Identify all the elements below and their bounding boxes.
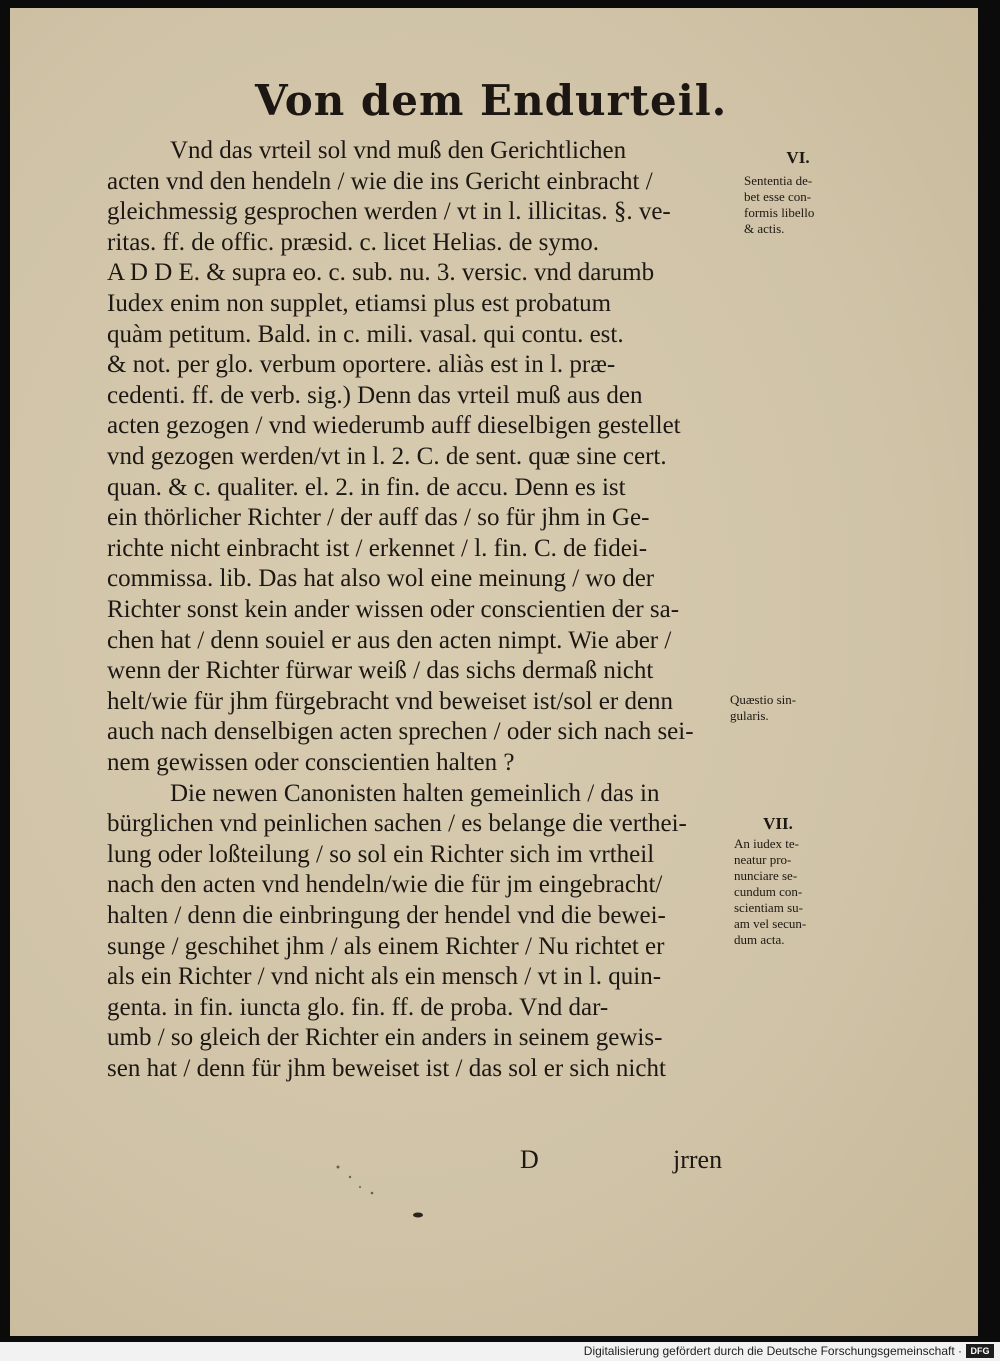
text-line: A D D E. & supra eo. c. sub. nu. 3. versic. vnd darumb xyxy=(107,259,655,286)
text-line: helt/wie für jhm fürgebracht vnd beweiset ist/sol er denn xyxy=(107,688,674,715)
footer-credit: Digitalisierung gefördert durch die Deutsche Forschungsgemeinschaft · xyxy=(583,1344,962,1358)
text-line: acten vnd den hendeln / wie die ins Gericht einbracht / xyxy=(107,168,653,195)
text-line: als ein Richter / vnd nicht als ein mensch / vt in l. quin- xyxy=(107,963,662,990)
marginal-note-line: & actis. xyxy=(744,221,785,236)
text-line: halten / denn die einbringung der hendel vnd die bewei- xyxy=(107,902,666,929)
margin-numeral-vii: VII. xyxy=(763,814,793,833)
dfg-logo: DFG xyxy=(966,1344,994,1358)
marginal-note-line: An iudex te- xyxy=(734,836,799,851)
paper-specks-decoration xyxy=(330,1163,440,1223)
marginal-note-line: gularis. xyxy=(730,708,769,723)
marginal-note-line: dum acta. xyxy=(734,932,785,947)
marginal-note-line: bet esse con- xyxy=(744,189,812,204)
text-line: Iudex enim non supplet, etiamsi plus est probatum xyxy=(107,290,612,317)
marginal-note-line: cundum con- xyxy=(734,884,803,899)
text-line: quan. & c. qualiter. el. 2. in fin. de accu. Denn es ist xyxy=(107,474,626,501)
text-line: cedenti. ff. de verb. sig.) Denn das vrteil muß aus den xyxy=(107,382,643,409)
margin-numeral-vi: VI. xyxy=(786,148,810,167)
text-line: & not. per glo. verbum oportere. aliàs est in l. præ- xyxy=(107,351,616,378)
text-line: nem gewissen oder conscientien halten ? xyxy=(107,749,515,776)
text-line: nach den acten vnd hendeln/wie die für jm eingebracht/ xyxy=(107,871,663,898)
text-line: richte nicht einbracht ist / erkennet / l. fin. C. de fidei- xyxy=(107,535,648,562)
text-line: sunge / geschihet jhm / als einem Richter / Nu richtet er xyxy=(107,933,665,960)
text-line: lung oder loßteilung / so sol ein Richter sich im vrtheil xyxy=(107,841,655,868)
text-line: Die newen Canonisten halten gemeinlich / das in xyxy=(170,780,660,807)
text-line: genta. in fin. iuncta glo. fin. ff. de proba. Vnd dar- xyxy=(107,994,609,1021)
marginal-note-line: formis libello xyxy=(744,205,815,220)
marginal-note-line: am vel secun- xyxy=(734,916,807,931)
text-line: acten gezogen / vnd wiederumb auff dieselbigen gestellet xyxy=(107,412,681,439)
text-line: ein thörlicher Richter / der auff das / so für jhm in Ge- xyxy=(107,504,650,531)
text-line: sen hat / denn für jhm beweiset ist / das sol er sich nicht xyxy=(107,1055,666,1082)
text-line: vnd gezogen werden/vt in l. 2. C. de sent. quæ sine cert. xyxy=(107,443,667,470)
text-line: commissa. lib. Das hat also wol eine meinung / wo der xyxy=(107,565,655,592)
marginal-note-line: Sententia de- xyxy=(744,173,813,188)
marginal-note-line: neatur pro- xyxy=(734,852,792,867)
text-line: wenn der Richter fürwar weiß / das sichs dermaß nicht xyxy=(107,657,654,684)
text-line: ritas. ff. de offic. præsid. c. licet Helias. de symo. xyxy=(107,229,600,256)
text-line: gleichmessig gesprochen werden / vt in l. illicitas. §. ve- xyxy=(107,198,671,225)
marginal-note-line: scientiam su- xyxy=(734,900,803,915)
page-title: Von dem Endurteil. xyxy=(255,76,728,125)
text-line: umb / so gleich der Richter ein anders in seinem gewis- xyxy=(107,1024,663,1051)
signature-mark: D xyxy=(520,1145,539,1174)
text-line: Richter sonst kein ander wissen oder conscientien der sa- xyxy=(107,596,680,623)
book-page xyxy=(10,8,978,1336)
text-line: bürglichen vnd peinlichen sachen / es belange die verthei- xyxy=(107,810,687,837)
catchword: jrren xyxy=(673,1145,723,1174)
text-line: auch nach denselbigen acten sprechen / oder sich nach sei- xyxy=(107,718,694,745)
text-line: chen hat / denn souiel er aus den acten nimpt. Wie aber / xyxy=(107,627,672,654)
text-line: quàm petitum. Bald. in c. mili. vasal. qui contu. est. xyxy=(107,321,624,348)
text-line: Vnd das vrteil sol vnd muß den Gerichtlichen xyxy=(170,137,627,164)
marginal-note-line: Quæstio sin- xyxy=(730,692,797,707)
marginal-note-line: nunciare se- xyxy=(734,868,798,883)
footer-bar xyxy=(0,1342,1000,1361)
